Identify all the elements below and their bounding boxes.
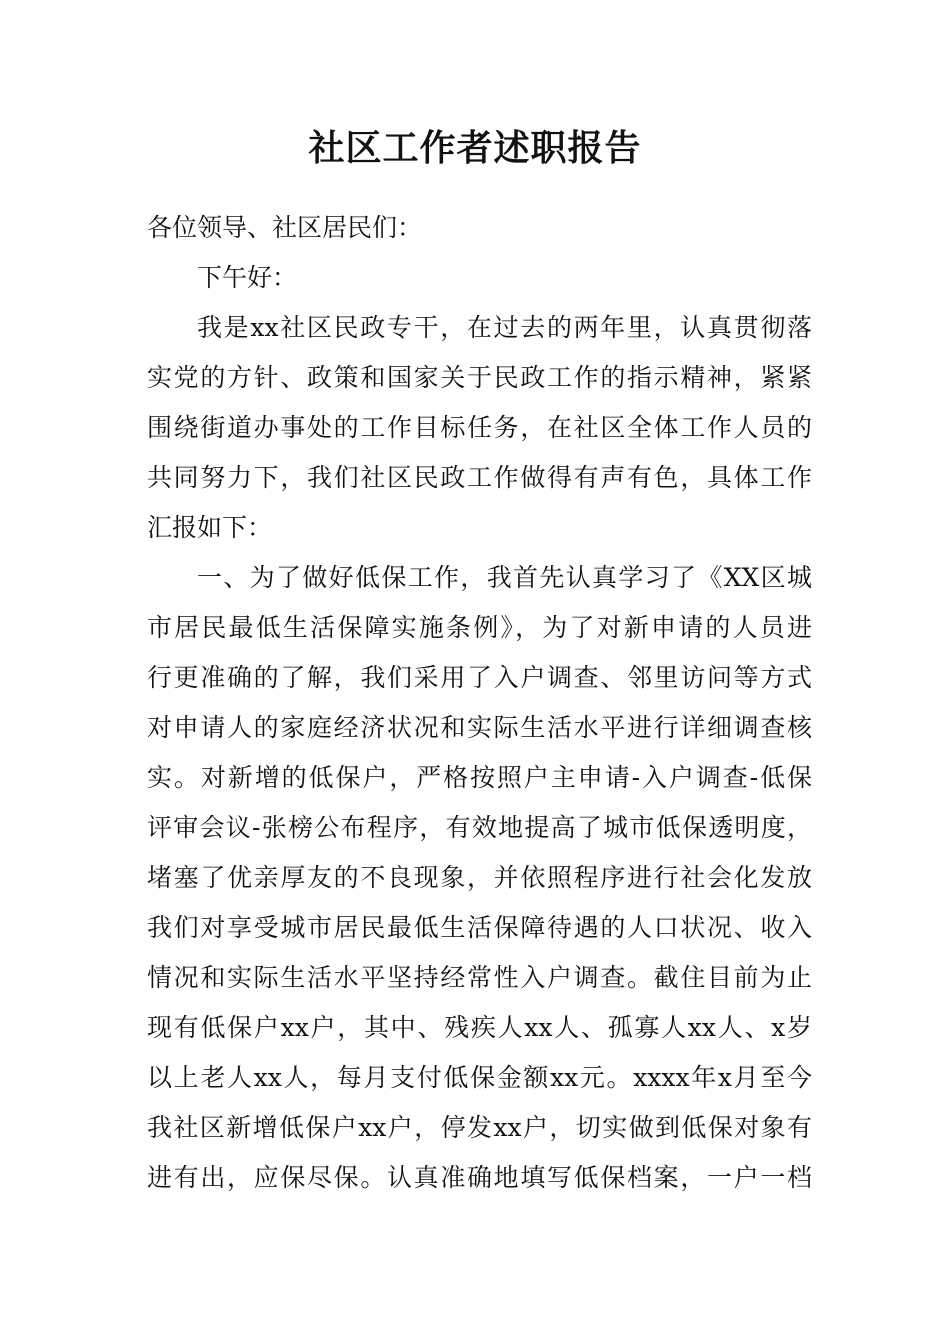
document-title: 社区工作者述职报告 bbox=[308, 127, 642, 169]
paragraph-line: 对申请人的家庭经济状况和实际生活水平进行详细调查核 bbox=[147, 713, 812, 742]
paragraph-line: 实党的方针、政策和国家关于民政工作的指示精神，紧紧 bbox=[147, 363, 812, 392]
paragraph-line: 汇报如下： bbox=[147, 513, 273, 542]
paragraph-line: 我们对享受城市居民最低生活保障待遇的人口状况、收入 bbox=[147, 913, 812, 942]
paragraph-line: 围绕街道办事处的工作目标任务，在社区全体工作人员的 bbox=[147, 413, 812, 442]
paragraph-line: 我社区新增低保户xx户，停发xx户，切实做到低保对象有 bbox=[147, 1113, 812, 1142]
paragraph-line: 评审会议-张榜公布程序，有效地提高了城市低保透明度， bbox=[147, 813, 812, 842]
paragraph-line: 情况和实际生活水平坚持经常性入户调查。截住目前为止 bbox=[147, 963, 812, 992]
paragraph-line: 行更准确的了解，我们采用了入户调查、邻里访问等方式 bbox=[147, 663, 812, 692]
greeting: 下午好： bbox=[197, 263, 298, 292]
paragraph-line: 实。对新增的低保户，严格按照户主申请-入户调查-低保 bbox=[147, 763, 812, 792]
salutation: 各位领导、社区居民们： bbox=[147, 213, 423, 242]
paragraph-line: 一、为了做好低保工作，我首先认真学习了《XX区城 bbox=[197, 563, 812, 592]
paragraph-line: 以上老人xx人，每月支付低保金额xx元。xxxx年x月至今 bbox=[147, 1063, 812, 1092]
paragraph-line: 现有低保户xx户，其中、残疾人xx人、孤寡人xx人、x岁 bbox=[147, 1013, 812, 1042]
paragraph-line: 市居民最低生活保障实施条例》，为了对新申请的人员进 bbox=[147, 613, 812, 642]
paragraph-line: 共同努力下，我们社区民政工作做得有声有色，具体工作 bbox=[147, 463, 812, 492]
paragraph-line: 进有出，应保尽保。认真准确地填写低保档案，一户一档 bbox=[147, 1163, 812, 1192]
paragraph-line: 堵塞了优亲厚友的不良现象，并依照程序进行社会化发放 bbox=[147, 863, 812, 892]
paragraph-line: 我是xx社区民政专干，在过去的两年里，认真贯彻落 bbox=[197, 313, 812, 342]
